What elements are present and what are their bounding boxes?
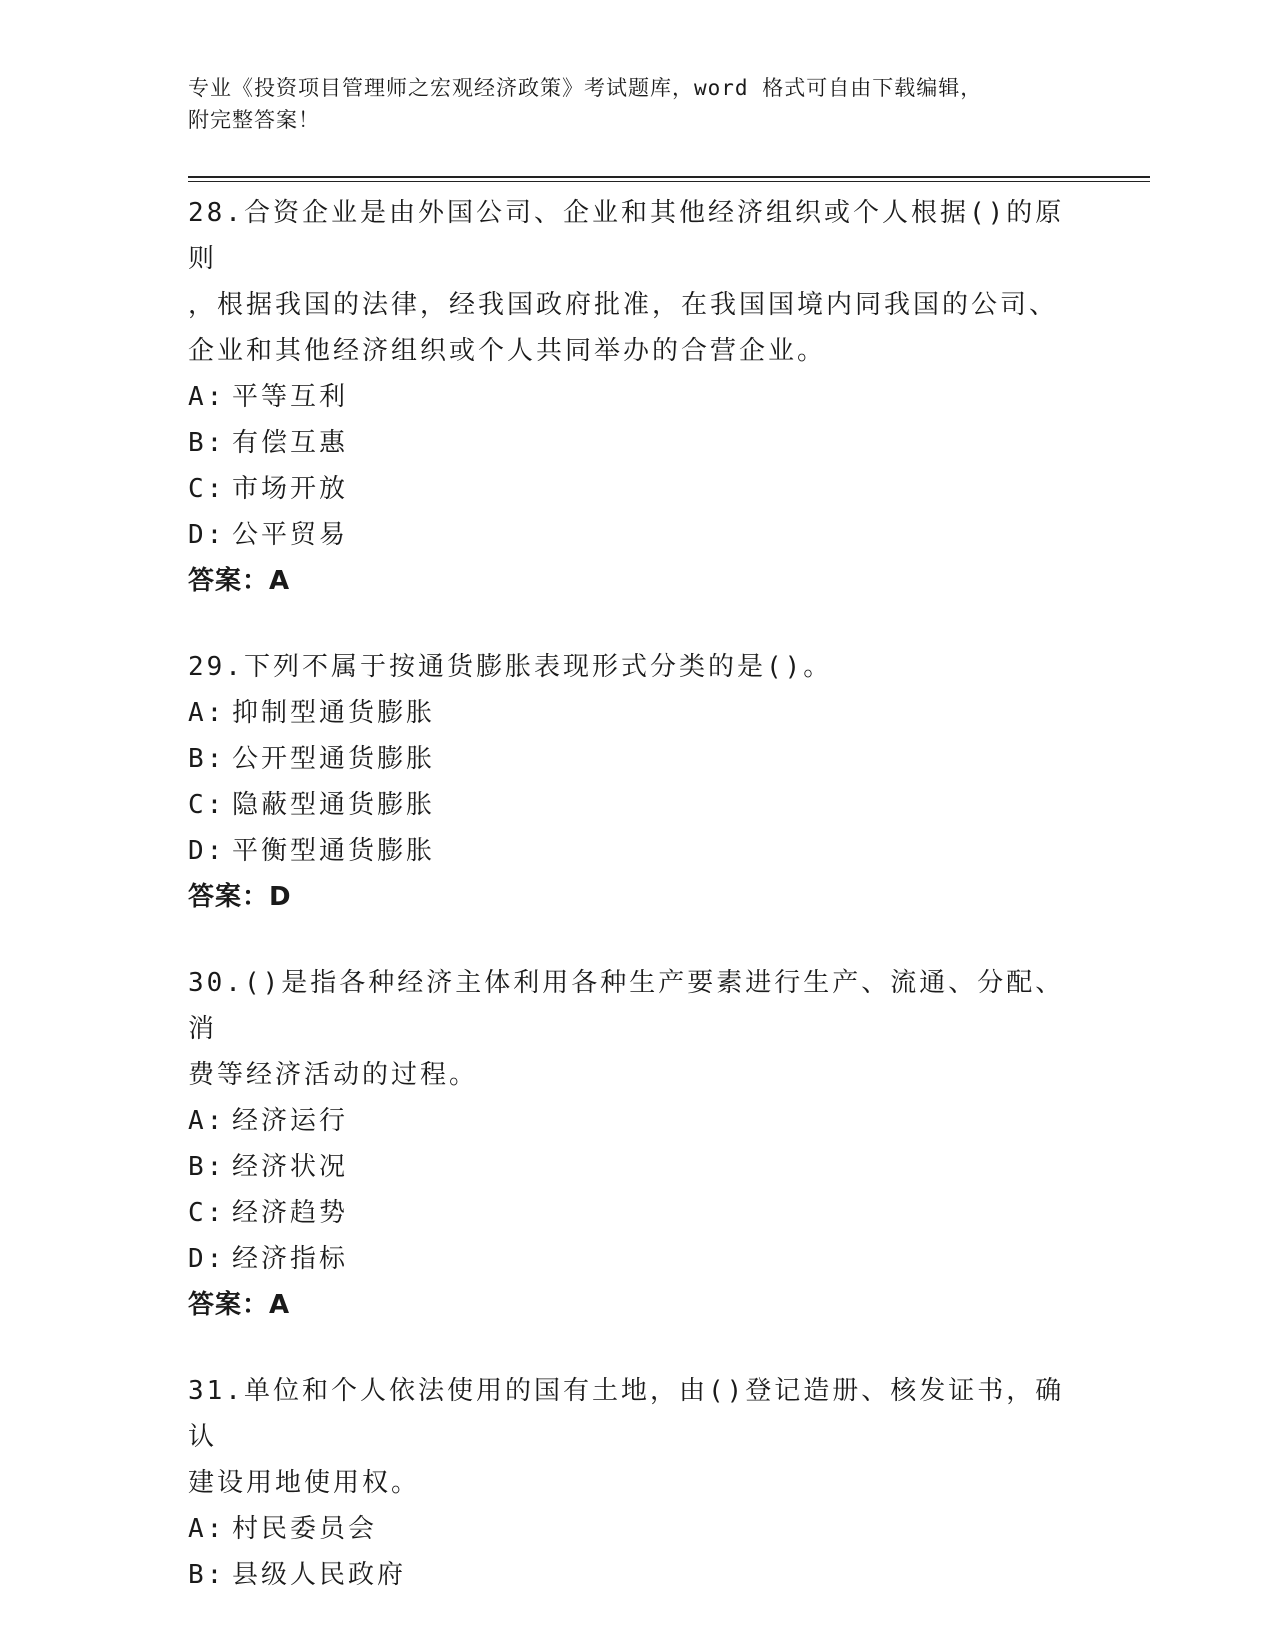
answer-option [188,1190,1088,1236]
option-key: D: [188,1244,226,1274]
option-text: 村民委员会 [232,1514,378,1544]
option-text: 抑制型通货膨胀 [232,698,436,728]
answer-key: 答案：A [188,566,291,596]
option-text: 经济状况 [232,1152,349,1182]
option-key: A: [188,698,226,728]
option-key: D: [188,836,226,866]
question-list [188,190,1088,1638]
header-line-1: 专业《投资项目管理师之宏观经济政策》考试题库，word 格式可自由下载编辑， [188,76,983,100]
option-text: 县级人民政府 [232,1560,407,1590]
question-item [188,960,1088,1328]
option-text: 经济指标 [232,1244,349,1274]
answer-option [188,1506,1088,1552]
question-stem [188,1368,1088,1460]
document-header [188,72,1088,136]
option-key: A: [188,1106,226,1136]
answer-option [188,782,1088,828]
answer-option [188,1552,1088,1598]
answer-key: 答案：A [188,1290,291,1320]
option-key: A: [188,382,226,412]
option-text: 有偿互惠 [232,428,349,458]
answer-option [188,1236,1088,1282]
question-text: 合资企业是由外国公司、企业和其他经济组织或个人根据()的原则 [188,198,1065,274]
answer-option [188,1144,1088,1190]
question-text: 下列不属于按通货膨胀表现形式分类的是()。 [243,652,833,682]
answer-option [188,828,1088,874]
question-item [188,644,1088,920]
question-stem-continued [188,1460,1088,1506]
answer-key: 答案：D [188,882,292,912]
answer-option [188,466,1088,512]
question-text: 费等经济活动的过程。 [188,1060,479,1090]
option-text: 平衡型通货膨胀 [232,836,436,866]
question-stem [188,960,1088,1052]
question-stem-continued [188,328,1088,374]
option-text: 隐蔽型通货膨胀 [232,790,436,820]
answer-option [188,690,1088,736]
answer-option [188,736,1088,782]
question-number: 30. [188,968,244,998]
question-stem-continued [188,1052,1088,1098]
option-text: 市场开放 [232,474,349,504]
option-text: 经济运行 [232,1106,349,1136]
question-stem [188,644,1088,690]
header-line-2: 附完整答案！ [188,108,320,132]
answer-option [188,512,1088,558]
answer-option [188,420,1088,466]
question-text: 企业和其他经济组织或个人共同举办的合营企业。 [188,336,827,366]
question-text: 建设用地使用权。 [188,1468,421,1498]
question-stem-continued [188,282,1088,328]
option-key: C: [188,474,226,504]
option-key: B: [188,1560,226,1590]
option-key: B: [188,744,226,774]
header-divider-thick [188,176,1150,178]
question-number: 29. [188,652,244,682]
header-divider-thin [188,181,1150,182]
option-text: 经济趋势 [232,1198,349,1228]
option-key: C: [188,790,226,820]
question-number: 31. [188,1376,244,1406]
question-text: 单位和个人依法使用的国有土地，由()登记造册、核发证书，确认 [188,1376,1065,1452]
question-text: ，根据我国的法律，经我国政府批准，在我国国境内同我国的公司、 [188,290,1059,320]
option-key: C: [188,1198,226,1228]
answer-option [188,374,1088,420]
question-number: 28. [188,198,244,228]
option-key: B: [188,428,226,458]
option-key: B: [188,1152,226,1182]
option-key: A: [188,1514,226,1544]
answer-option [188,1098,1088,1144]
option-key: D: [188,520,226,550]
question-text: ()是指各种经济主体利用各种生产要素进行生产、流通、分配、消 [188,968,1065,1044]
option-text: 平等互利 [232,382,349,412]
question-item [188,190,1088,604]
question-item [188,1368,1088,1598]
question-stem [188,190,1088,282]
option-text: 公平贸易 [232,520,349,550]
option-text: 公开型通货膨胀 [232,744,436,774]
